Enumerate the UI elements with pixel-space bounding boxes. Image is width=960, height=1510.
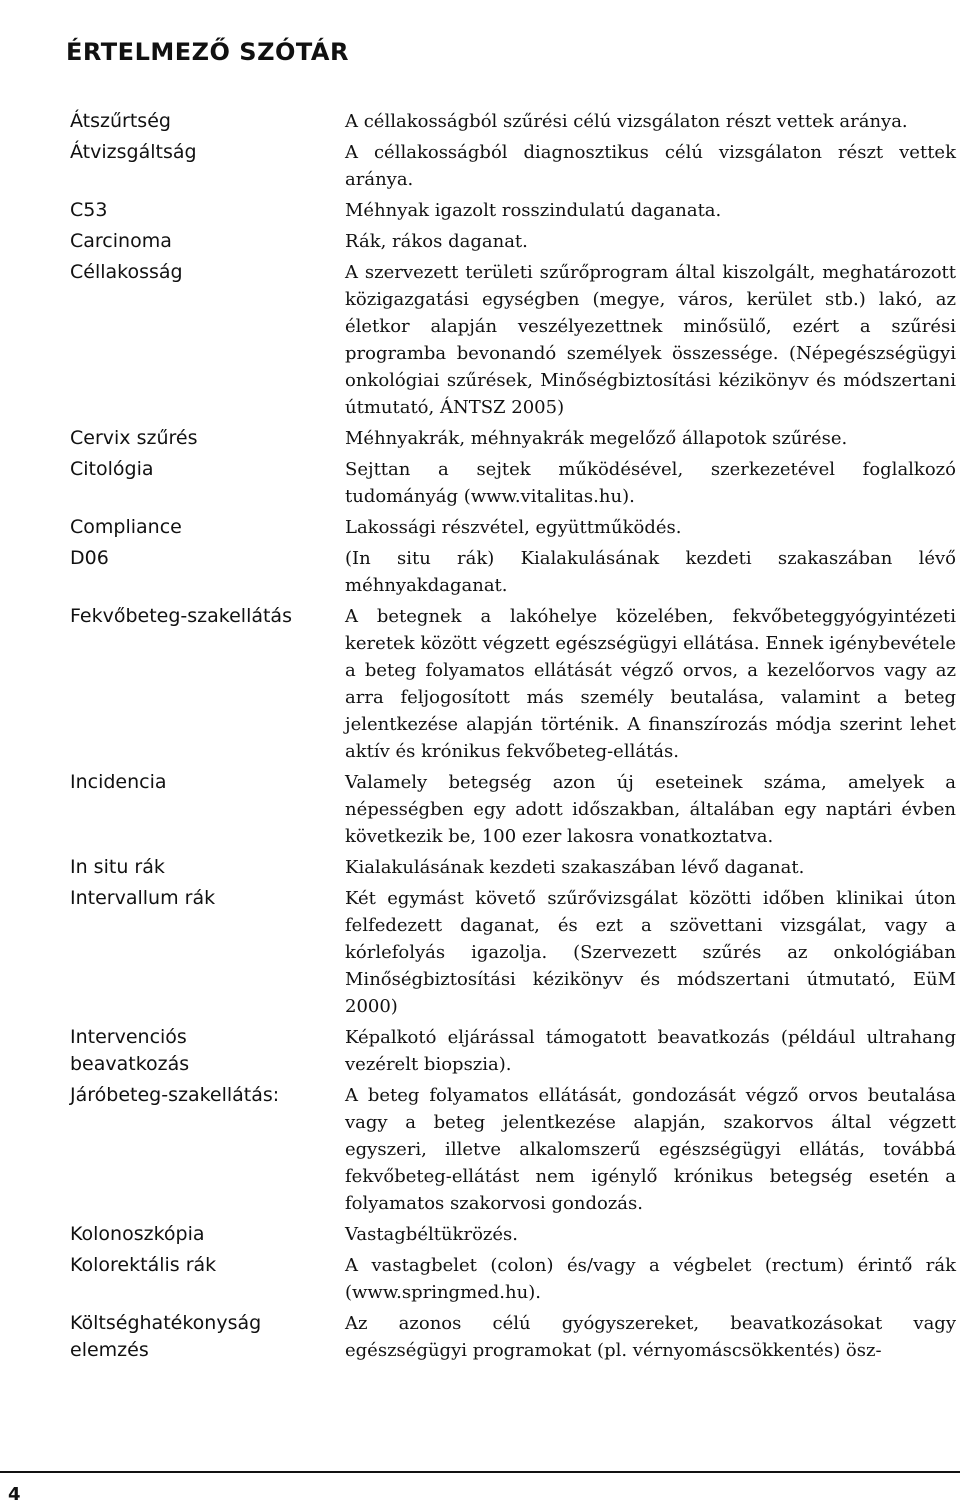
glossary-definition: Rák, rákos daganat. [345,231,528,252]
glossary-entry [70,425,956,456]
glossary-term: Fekvőbeteg-szakellátás [70,605,292,627]
glossary-term: Járóbeteg-szakellátás: [70,1084,280,1106]
glossary-entry [70,1082,956,1221]
glossary-term: Átszűrtség [70,110,171,132]
glossary-term: Incidencia [70,771,167,793]
glossary-term: Kolorektális rák [70,1254,217,1276]
glossary-definition: Két egymást követő szűrővizsgálat közötti időben klinikai úton felfedezett daganat, és ezt a szövettani vizsgálat, vagy a kórlefolyás igazolja. (Szervezett szűrés az onkológiában Minőségbiztosítási kézikönyv és módszertani útmutató, EüM 2000) [345,888,956,1017]
glossary-definition: Lakossági részvétel, együttműködés. [345,517,682,538]
glossary-entry [70,259,956,425]
glossary-term: Cervix szűrés [70,427,198,449]
glossary-term: Carcinoma [70,230,172,252]
glossary-definition: Kialakulásának kezdeti szakaszában lévő daganat. [345,857,805,878]
glossary-term: Kolonoszkópia [70,1223,205,1245]
glossary-definition: (In situ rák) Kialakulásának kezdeti szakaszában lévő méhnyakdaganat. [345,548,956,596]
glossary-definition: Méhnyak igazolt rosszindulatú daganata. [345,200,722,221]
glossary-definition: Képalkotó eljárással támogatott beavatkozás (például ultrahang vezérelt biopszia). [345,1027,956,1075]
glossary-definition: Méhnyakrák, méhnyakrák megelőző állapotok szűrése. [345,428,848,449]
glossary-entry [70,603,956,769]
footer-divider [0,1471,960,1473]
glossary-definition: Sejttan a sejtek működésével, szerkezetével foglalkozó tudományág (www.vitalitas.hu). [345,459,956,507]
glossary-definition: Vastagbéltükrözés. [345,1224,519,1245]
glossary-term: Citológia [70,458,154,480]
glossary-term: Céllakosság [70,261,183,283]
glossary-entry [70,854,956,885]
glossary-term: In situ rák [70,856,165,878]
glossary-entry [70,197,956,228]
page-number: 4 [8,1484,21,1505]
glossary-entry [70,1024,956,1082]
glossary-entry [70,108,956,139]
glossary-term: Átvizsgáltság [70,141,197,163]
glossary-entry [70,885,956,1024]
glossary-term: Költséghatékonyság elemzés [70,1312,262,1361]
glossary-entry [70,545,956,603]
glossary-definition: A vastagbelet (colon) és/vagy a végbelet (rectum) érintő rák (www.springmed.hu). [345,1255,956,1303]
glossary-entry [70,228,956,259]
glossary-term: Intervallum rák [70,887,216,909]
glossary-definition: A céllakosságból szűrési célú vizsgálaton részt vettek aránya. [345,111,908,132]
glossary-entry [70,456,956,514]
glossary-entry [70,139,956,197]
glossary-definition: A betegnek a lakóhelye közelében, fekvőbeteggyógyintézeti keretek között végzett egészségügyi ellátása. Ennek igénybevétele a beteg folyamatos ellátását végző orvos, a kezelőorvos vagy az arra feljogosított más személy beutalása, valamint a beteg jelentkezése alapján történik. A finanszírozás módja szerint lehet aktív és krónikus fekvőbeteg-ellátás. [345,606,956,762]
glossary-entry [70,769,956,854]
glossary-definition: A beteg folyamatos ellátását, gondozását végző orvos beutalása vagy a beteg jelentkezése alapján, szakorvos által végzett egyszeri, illetve alkalomszerű egészségügyi ellátás, továbbá fekvőbeteg-ellátást nem igénylő krónikus betegség esetén a folyamatos szakorvosi gondozás. [345,1085,956,1214]
glossary-entry [70,1221,956,1252]
glossary-term: Compliance [70,516,182,538]
glossary-entry [70,1252,956,1310]
glossary-term: C53 [70,199,108,221]
glossary-entry [70,1310,956,1368]
glossary-term: D06 [70,547,109,569]
glossary-term: Intervenciós beavatkozás [70,1026,190,1075]
page-title: ÉRTELMEZŐ SZÓTÁR [66,38,349,66]
glossary-definition: Valamely betegség azon új eseteinek száma, amelyek a népességben egy adott időszakban, általában egy naptári évben következik be, 100 ezer lakosra vonatkoztatva. [345,772,956,847]
glossary-definition: A szervezett területi szűrőprogram által kiszolgált, meghatározott közigazgatási egységben (megye, város, kerület stb.) lakó, az életkor alapján veszélyezettnek minősülő, ezért a szűrési programba bevonandó személyek összessége. (Népegészségügyi onkológiai szűrések, Minőségbiztosítási kézikönyv és módszertani útmutató, ÁNTSZ 2005) [345,262,956,418]
glossary-definition: A céllakosságból diagnosztikus célú vizsgálaton részt vettek aránya. [345,142,956,190]
glossary-list [70,108,956,1368]
glossary-entry [70,514,956,545]
glossary-definition: Az azonos célú gyógyszereket, beavatkozásokat vagy egészségügyi programokat (pl. vérnyomáscsökkentés) ösz- [345,1313,956,1361]
